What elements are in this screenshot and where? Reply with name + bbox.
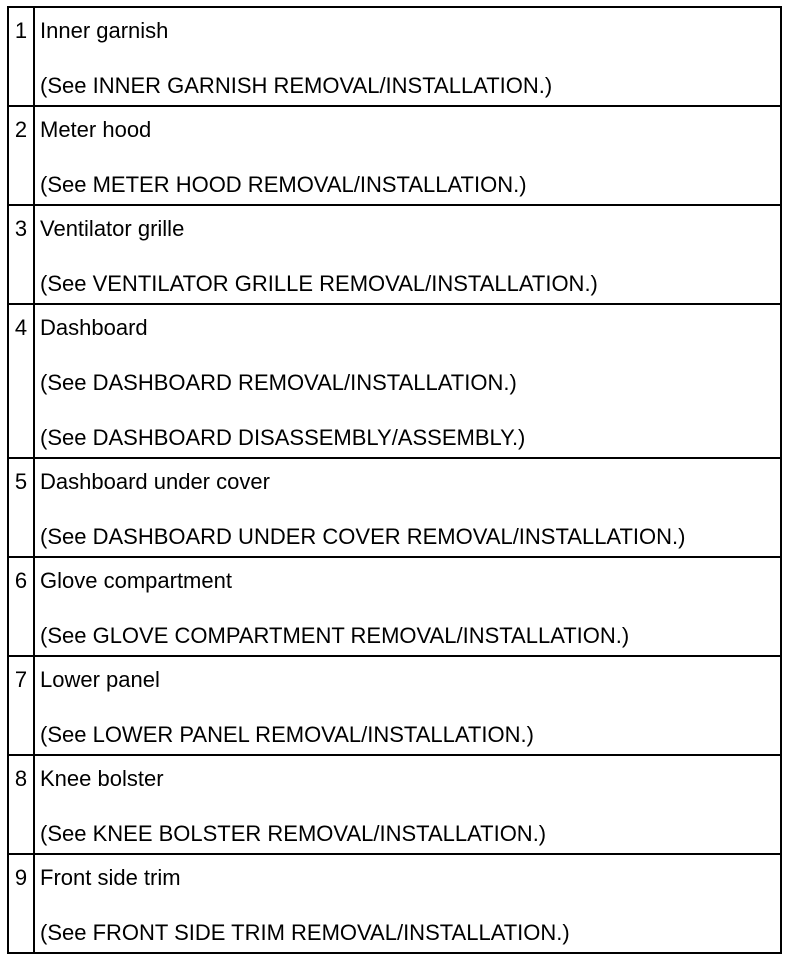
step-title: Inner garnish: [40, 18, 169, 43]
procedure-table: [7, 6, 782, 954]
step-number: 5: [8, 458, 34, 557]
step-number: 4: [8, 304, 34, 458]
step-number: 1: [8, 7, 34, 106]
reference-link[interactable]: (See DASHBOARD DISASSEMBLY/ASSEMBLY.): [40, 425, 526, 450]
step-title: Lower panel: [40, 667, 160, 692]
step-title: Ventilator grille: [40, 216, 185, 241]
step-content: [34, 656, 781, 755]
table-row: [8, 557, 781, 656]
step-content: [34, 458, 781, 557]
step-content: [34, 205, 781, 304]
step-title: Meter hood: [40, 117, 152, 142]
table-row: [8, 854, 781, 953]
step-number: 9: [8, 854, 34, 953]
table-row: [8, 656, 781, 755]
table-row: [8, 205, 781, 304]
table-row: [8, 755, 781, 854]
step-number: 3: [8, 205, 34, 304]
step-content: [34, 755, 781, 854]
table-row: [8, 106, 781, 205]
step-number: 8: [8, 755, 34, 854]
reference-link[interactable]: (See VENTILATOR GRILLE REMOVAL/INSTALLATION.): [40, 271, 598, 296]
step-content: [34, 7, 781, 106]
step-title: Glove compartment: [40, 568, 232, 593]
reference-link[interactable]: (See DASHBOARD REMOVAL/INSTALLATION.): [40, 370, 517, 395]
reference-link[interactable]: (See GLOVE COMPARTMENT REMOVAL/INSTALLATION.): [40, 623, 630, 648]
step-content: [34, 557, 781, 656]
step-title: Dashboard: [40, 315, 148, 340]
step-number: 7: [8, 656, 34, 755]
reference-link[interactable]: (See DASHBOARD UNDER COVER REMOVAL/INSTALLATION.): [40, 524, 686, 549]
step-content: [34, 106, 781, 205]
table-row: [8, 458, 781, 557]
step-title: Front side trim: [40, 865, 181, 890]
reference-link[interactable]: (See LOWER PANEL REMOVAL/INSTALLATION.): [40, 722, 534, 747]
step-title: Dashboard under cover: [40, 469, 270, 494]
step-content: [34, 304, 781, 458]
step-number: 6: [8, 557, 34, 656]
reference-link[interactable]: (See KNEE BOLSTER REMOVAL/INSTALLATION.): [40, 821, 547, 846]
reference-link[interactable]: (See FRONT SIDE TRIM REMOVAL/INSTALLATION.): [40, 920, 570, 945]
step-content: [34, 854, 781, 953]
reference-link[interactable]: (See METER HOOD REMOVAL/INSTALLATION.): [40, 172, 527, 197]
table-row: [8, 304, 781, 458]
step-title: Knee bolster: [40, 766, 164, 791]
reference-link[interactable]: (See INNER GARNISH REMOVAL/INSTALLATION.): [40, 73, 553, 98]
table-row: [8, 7, 781, 106]
step-number: 2: [8, 106, 34, 205]
